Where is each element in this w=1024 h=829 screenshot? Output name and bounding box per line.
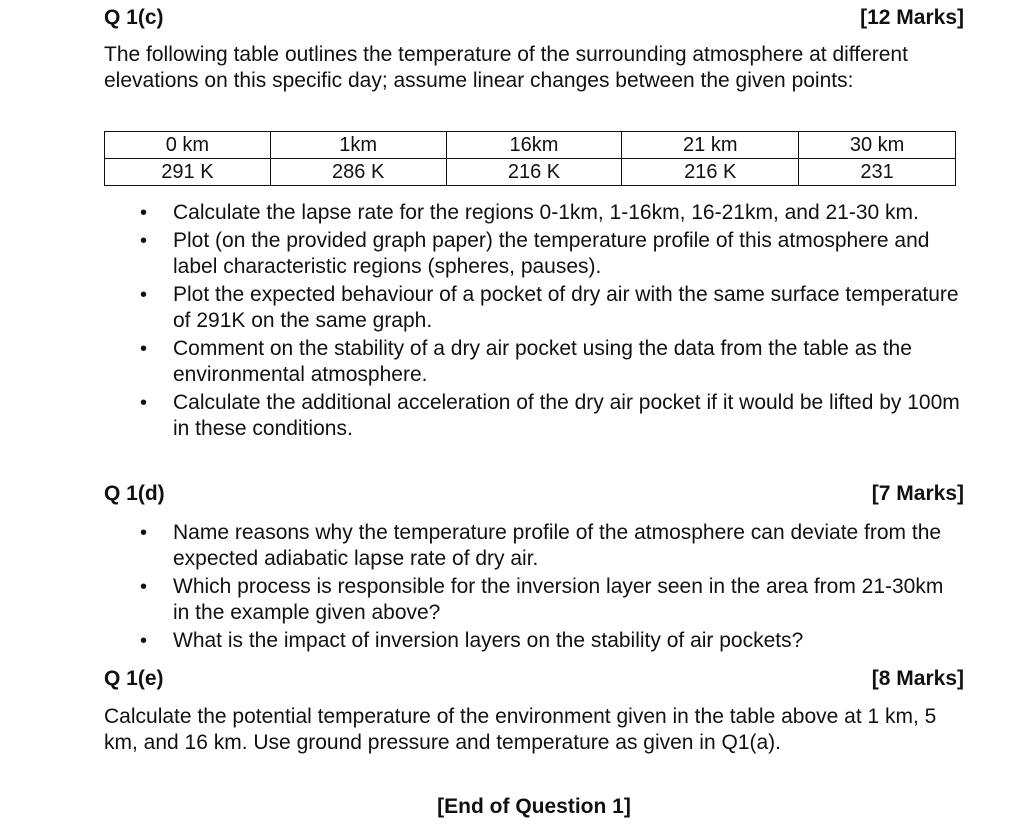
- bullet-icon: •: [140, 392, 148, 414]
- table-cell-elevation: 1km: [270, 132, 446, 159]
- table-cell-elevation: 30 km: [799, 132, 956, 159]
- end-of-question-label: [End of Question 1]: [437, 795, 631, 818]
- question-1d-title: Q 1(d): [104, 482, 165, 505]
- table-row-temperatures: [105, 159, 956, 186]
- list-item-text: Calculate the lapse rate for the regions 0-1km, 1-16km, 16-21km, and 21-30 km.: [173, 201, 919, 224]
- list-item: [104, 628, 964, 654]
- list-item: [104, 574, 964, 626]
- question-1e-header: [104, 666, 964, 692]
- question-1d-header: [104, 481, 964, 507]
- table-cell-temperature: 231: [799, 159, 956, 186]
- table-cell-elevation: 21 km: [622, 132, 799, 159]
- question-1d-bullet-list: [104, 520, 964, 656]
- question-1c-intro: The following table outlines the temperature of the surrounding atmosphere at different elevations on this specific day; assume linear changes between the given points:: [104, 43, 908, 92]
- table-cell-temperature: 216 K: [446, 159, 622, 186]
- table-cell-elevation: 16km: [446, 132, 622, 159]
- bullet-icon: •: [140, 230, 148, 252]
- bullet-icon: •: [140, 576, 148, 598]
- question-1e-text: Calculate the potential temperature of the environment given in the table above at 1 km, 5 km, and 16 km. Use ground pressure and temperature as given in Q1(a).: [104, 705, 937, 754]
- list-item: [104, 200, 964, 226]
- bullet-icon: •: [140, 630, 148, 652]
- list-item: [104, 228, 964, 280]
- temperature-table: [104, 131, 956, 186]
- list-item: [104, 336, 964, 388]
- bullet-icon: •: [140, 284, 148, 306]
- question-1c-header: [104, 5, 964, 31]
- question-1c-bullet-list: [104, 200, 964, 444]
- question-1e-marks: [8 Marks]: [871, 667, 964, 690]
- table-cell-elevation: 0 km: [105, 132, 271, 159]
- list-item-text: Which process is responsible for the inversion layer seen in the area from 21-30km in the example given above?: [173, 575, 944, 624]
- bullet-icon: •: [140, 522, 148, 544]
- list-item: [104, 390, 964, 442]
- list-item-text: Plot (on the provided graph paper) the temperature profile of this atmosphere and label characteristic regions (spheres, pauses).: [173, 229, 930, 278]
- bullet-icon: •: [140, 338, 148, 360]
- question-1d-marks: [7 Marks]: [871, 482, 964, 505]
- table-cell-temperature: 216 K: [622, 159, 799, 186]
- list-item-text: Calculate the additional acceleration of the dry air pocket if it would be lifted by 100m in these conditions.: [173, 391, 960, 440]
- table-row-elevations: [105, 132, 956, 159]
- list-item-text: What is the impact of inversion layers on the stability of air pockets?: [173, 629, 804, 652]
- table-cell-temperature: 286 K: [270, 159, 446, 186]
- table-cell-temperature: 291 K: [105, 159, 271, 186]
- question-1c-marks: [12 Marks]: [860, 6, 964, 29]
- bullet-icon: •: [140, 202, 148, 224]
- question-1e-title: Q 1(e): [104, 667, 164, 690]
- list-item: [104, 520, 964, 572]
- list-item-text: Name reasons why the temperature profile of the atmosphere can deviate from the expected adiabatic lapse rate of dry air.: [173, 521, 942, 570]
- question-1c-title: Q 1(c): [104, 6, 164, 29]
- list-item: [104, 282, 964, 334]
- list-item-text: Comment on the stability of a dry air pocket using the data from the table as the environmental atmosphere.: [173, 337, 912, 386]
- list-item-text: Plot the expected behaviour of a pocket of dry air with the same surface temperature of 291K on the same graph.: [173, 283, 959, 332]
